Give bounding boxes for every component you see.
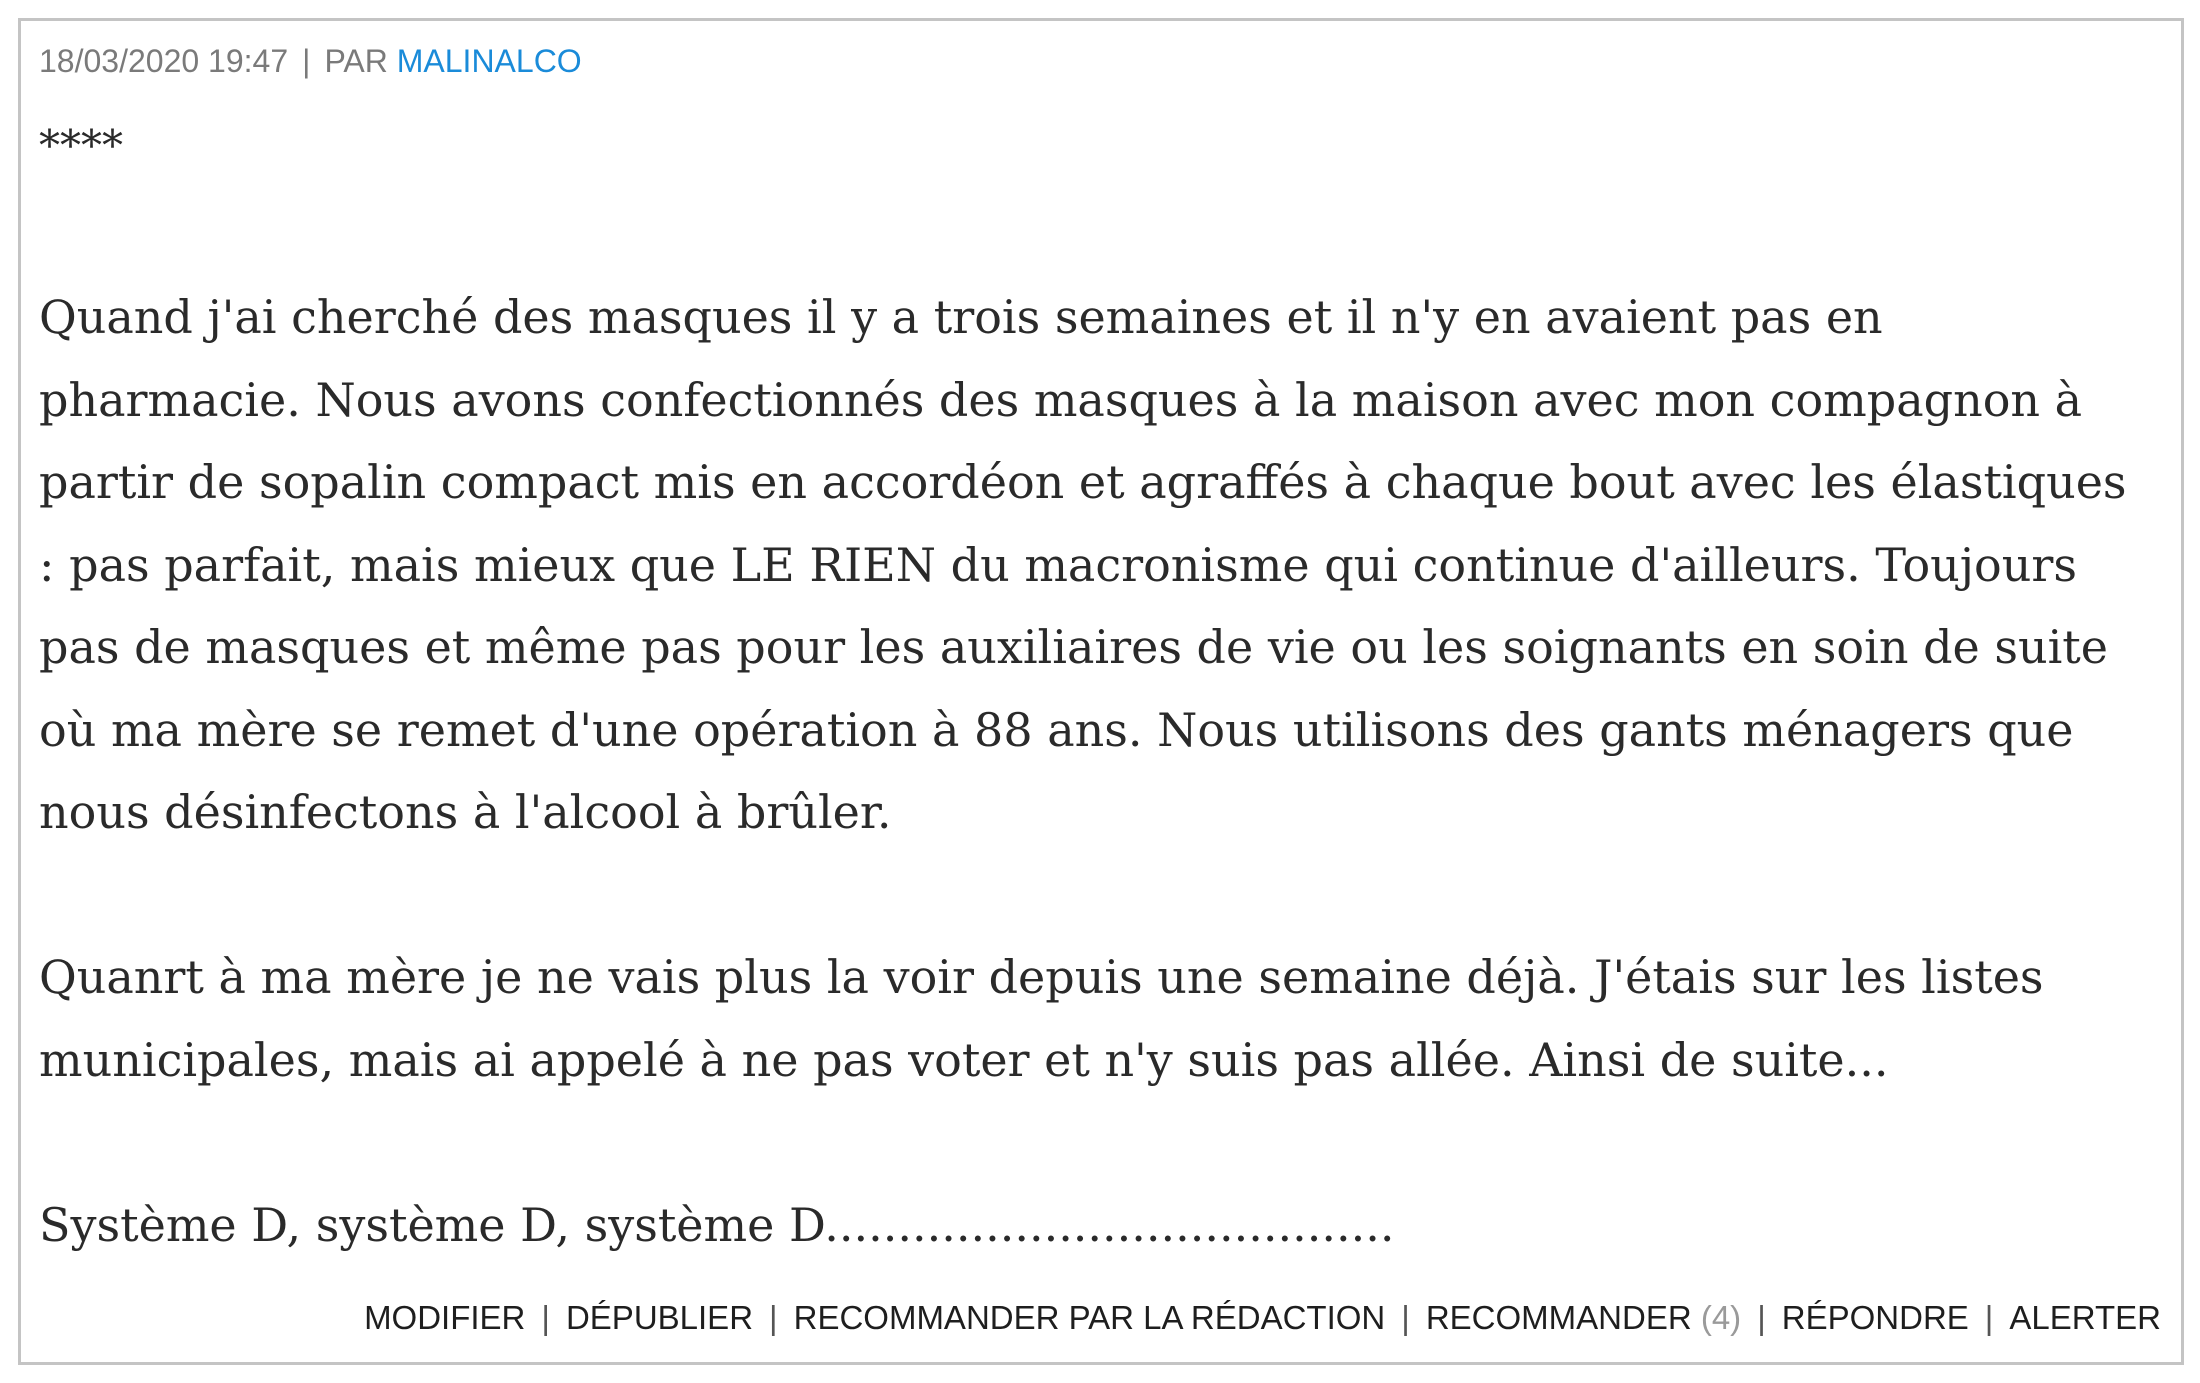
action-separator: | <box>1401 1299 1410 1336</box>
comment-body <box>39 111 2149 1266</box>
meta-separator: | <box>302 43 311 79</box>
modifier-button[interactable]: MODIFIER <box>364 1299 526 1336</box>
recommander-label: RECOMMANDER <box>1425 1299 1692 1336</box>
recommander-count: (4) <box>1700 1299 1742 1336</box>
recommander-button[interactable] <box>1426 1299 1741 1336</box>
comment-meta <box>39 43 582 80</box>
action-separator: | <box>1757 1299 1766 1336</box>
depublier-button[interactable]: DÉPUBLIER <box>565 1299 754 1336</box>
action-separator: | <box>541 1299 550 1336</box>
by-label: PAR <box>324 43 388 79</box>
comment-paragraph: Quand j'ai cherché des masques il y a trois semaines et il n'y en avaient pas en pharmacie. Nous avons confectionnés des masques à la maison avec mon compagnon à partir de sopalin compact mis en accordéon et agraffés à chaque bout avec les élastiques : pas parfait, mais mieux que LE RIEN du macronisme qui continue d'ailleurs. Toujours pas de masques et même pas pour les auxiliaires de vie ou les soignants en soin de suite où ma mère se remet d'une opération à 88 ans. Nous utilisons des gants ménagers que nous désinfectons à l'alcool à brûler. <box>39 290 2127 839</box>
alerter-button[interactable]: ALERTER <box>2009 1299 2161 1336</box>
comment-paragraph: Quanrt à ma mère je ne vais plus la voir depuis une semaine déjà. J'étais sur les listes municipales, mais ai appelé à ne pas voter et n'y suis pas allée. Ainsi de suite... <box>39 950 2044 1087</box>
author-link[interactable]: MALINALCO <box>396 43 582 79</box>
comment-actions <box>364 1299 2161 1337</box>
comment-stars: **** <box>39 121 123 170</box>
comment-date: 18/03/2020 19:47 <box>39 43 289 79</box>
recommander-redaction-button[interactable]: RECOMMANDER PAR LA RÉDACTION <box>793 1299 1386 1336</box>
comment-card <box>18 18 2184 1365</box>
repondre-button[interactable]: RÉPONDRE <box>1781 1299 1969 1336</box>
action-separator: | <box>769 1299 778 1336</box>
comment-paragraph: Système D, système D, système D....................................... <box>39 1197 1395 1252</box>
action-separator: | <box>1984 1299 1994 1336</box>
